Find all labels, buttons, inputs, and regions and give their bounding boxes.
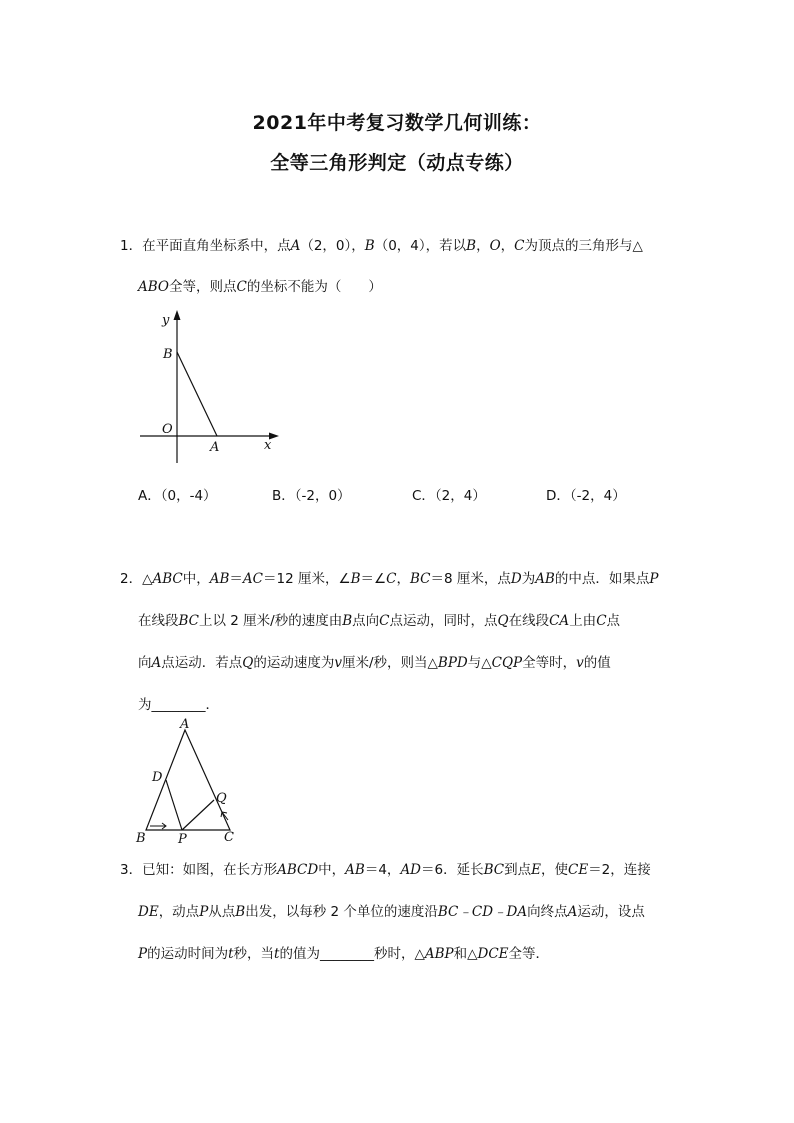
label-b: B [163, 347, 173, 362]
q3-line-3: P的运动时间为t秒，当t的值为________秒时，△ABP和△DCE全等． [138, 946, 550, 962]
page-title: 2021年中考复习数学几何训练： [252, 112, 542, 134]
segment-dp [166, 780, 182, 830]
label-d: D [152, 770, 163, 785]
label-a: A [180, 717, 190, 732]
q2-triangle-figure [132, 716, 242, 846]
label-p: P [178, 832, 187, 846]
label-b: B [136, 831, 146, 846]
label-o: O [162, 422, 173, 437]
label-a: A [210, 440, 220, 455]
q1-line-1: 1．在平面直角坐标系中，点A（2，0），B（0，4），若以B，O，C为顶点的三角形与△ [120, 238, 643, 254]
segment-pq [182, 800, 214, 830]
page-subtitle: 全等三角形判定（动点专练） [270, 152, 524, 174]
q3-line-1: 3．已知：如图，在长方形ABCD中，AB＝4，AD＝6．延长BC到点E，使CE＝2，连接 [120, 862, 651, 878]
label-x: x [264, 438, 272, 453]
q1-coordinate-figure [135, 308, 285, 468]
label-q: Q [216, 791, 227, 806]
option-d[interactable]: D．（-2，4） [546, 488, 626, 504]
segment-ba [177, 352, 217, 436]
q2-line-1: 2．△ABC中，AB＝AC＝12 厘米，∠B＝∠C，BC＝8 厘米，点D为AB的中点．如果点P [120, 571, 659, 587]
q3-line-2: DE，动点P从点B出发，以每秒 2 个单位的速度沿BC﹣CD﹣DA向终点A运动，设点 [138, 904, 645, 920]
q2-line-4 [138, 693, 219, 713]
option-b[interactable]: B．（-2，0） [272, 488, 351, 504]
option-c[interactable]: C．（2，4） [412, 488, 486, 504]
q3-answer-blank[interactable]: 的值为________秒时，△ [279, 946, 425, 962]
option-a[interactable]: A．（0，-4） [138, 488, 217, 504]
q2-line-2: 在线段BC上以 2 厘米/秒的速度由B点向C点运动，同时，点Q在线段CA上由C点 [138, 613, 621, 629]
label-y: y [162, 313, 170, 328]
q1-line-2: ABO全等，则点C的坐标不能为（ ） [138, 279, 382, 295]
label-c: C [224, 830, 234, 845]
q2-answer-blank[interactable]: 为________． [138, 697, 219, 713]
q2-line-3: 向A点运动．若点Q的运动速度为v厘米/秒，则当△BPD与△CQP全等时，v的值 [138, 655, 611, 671]
